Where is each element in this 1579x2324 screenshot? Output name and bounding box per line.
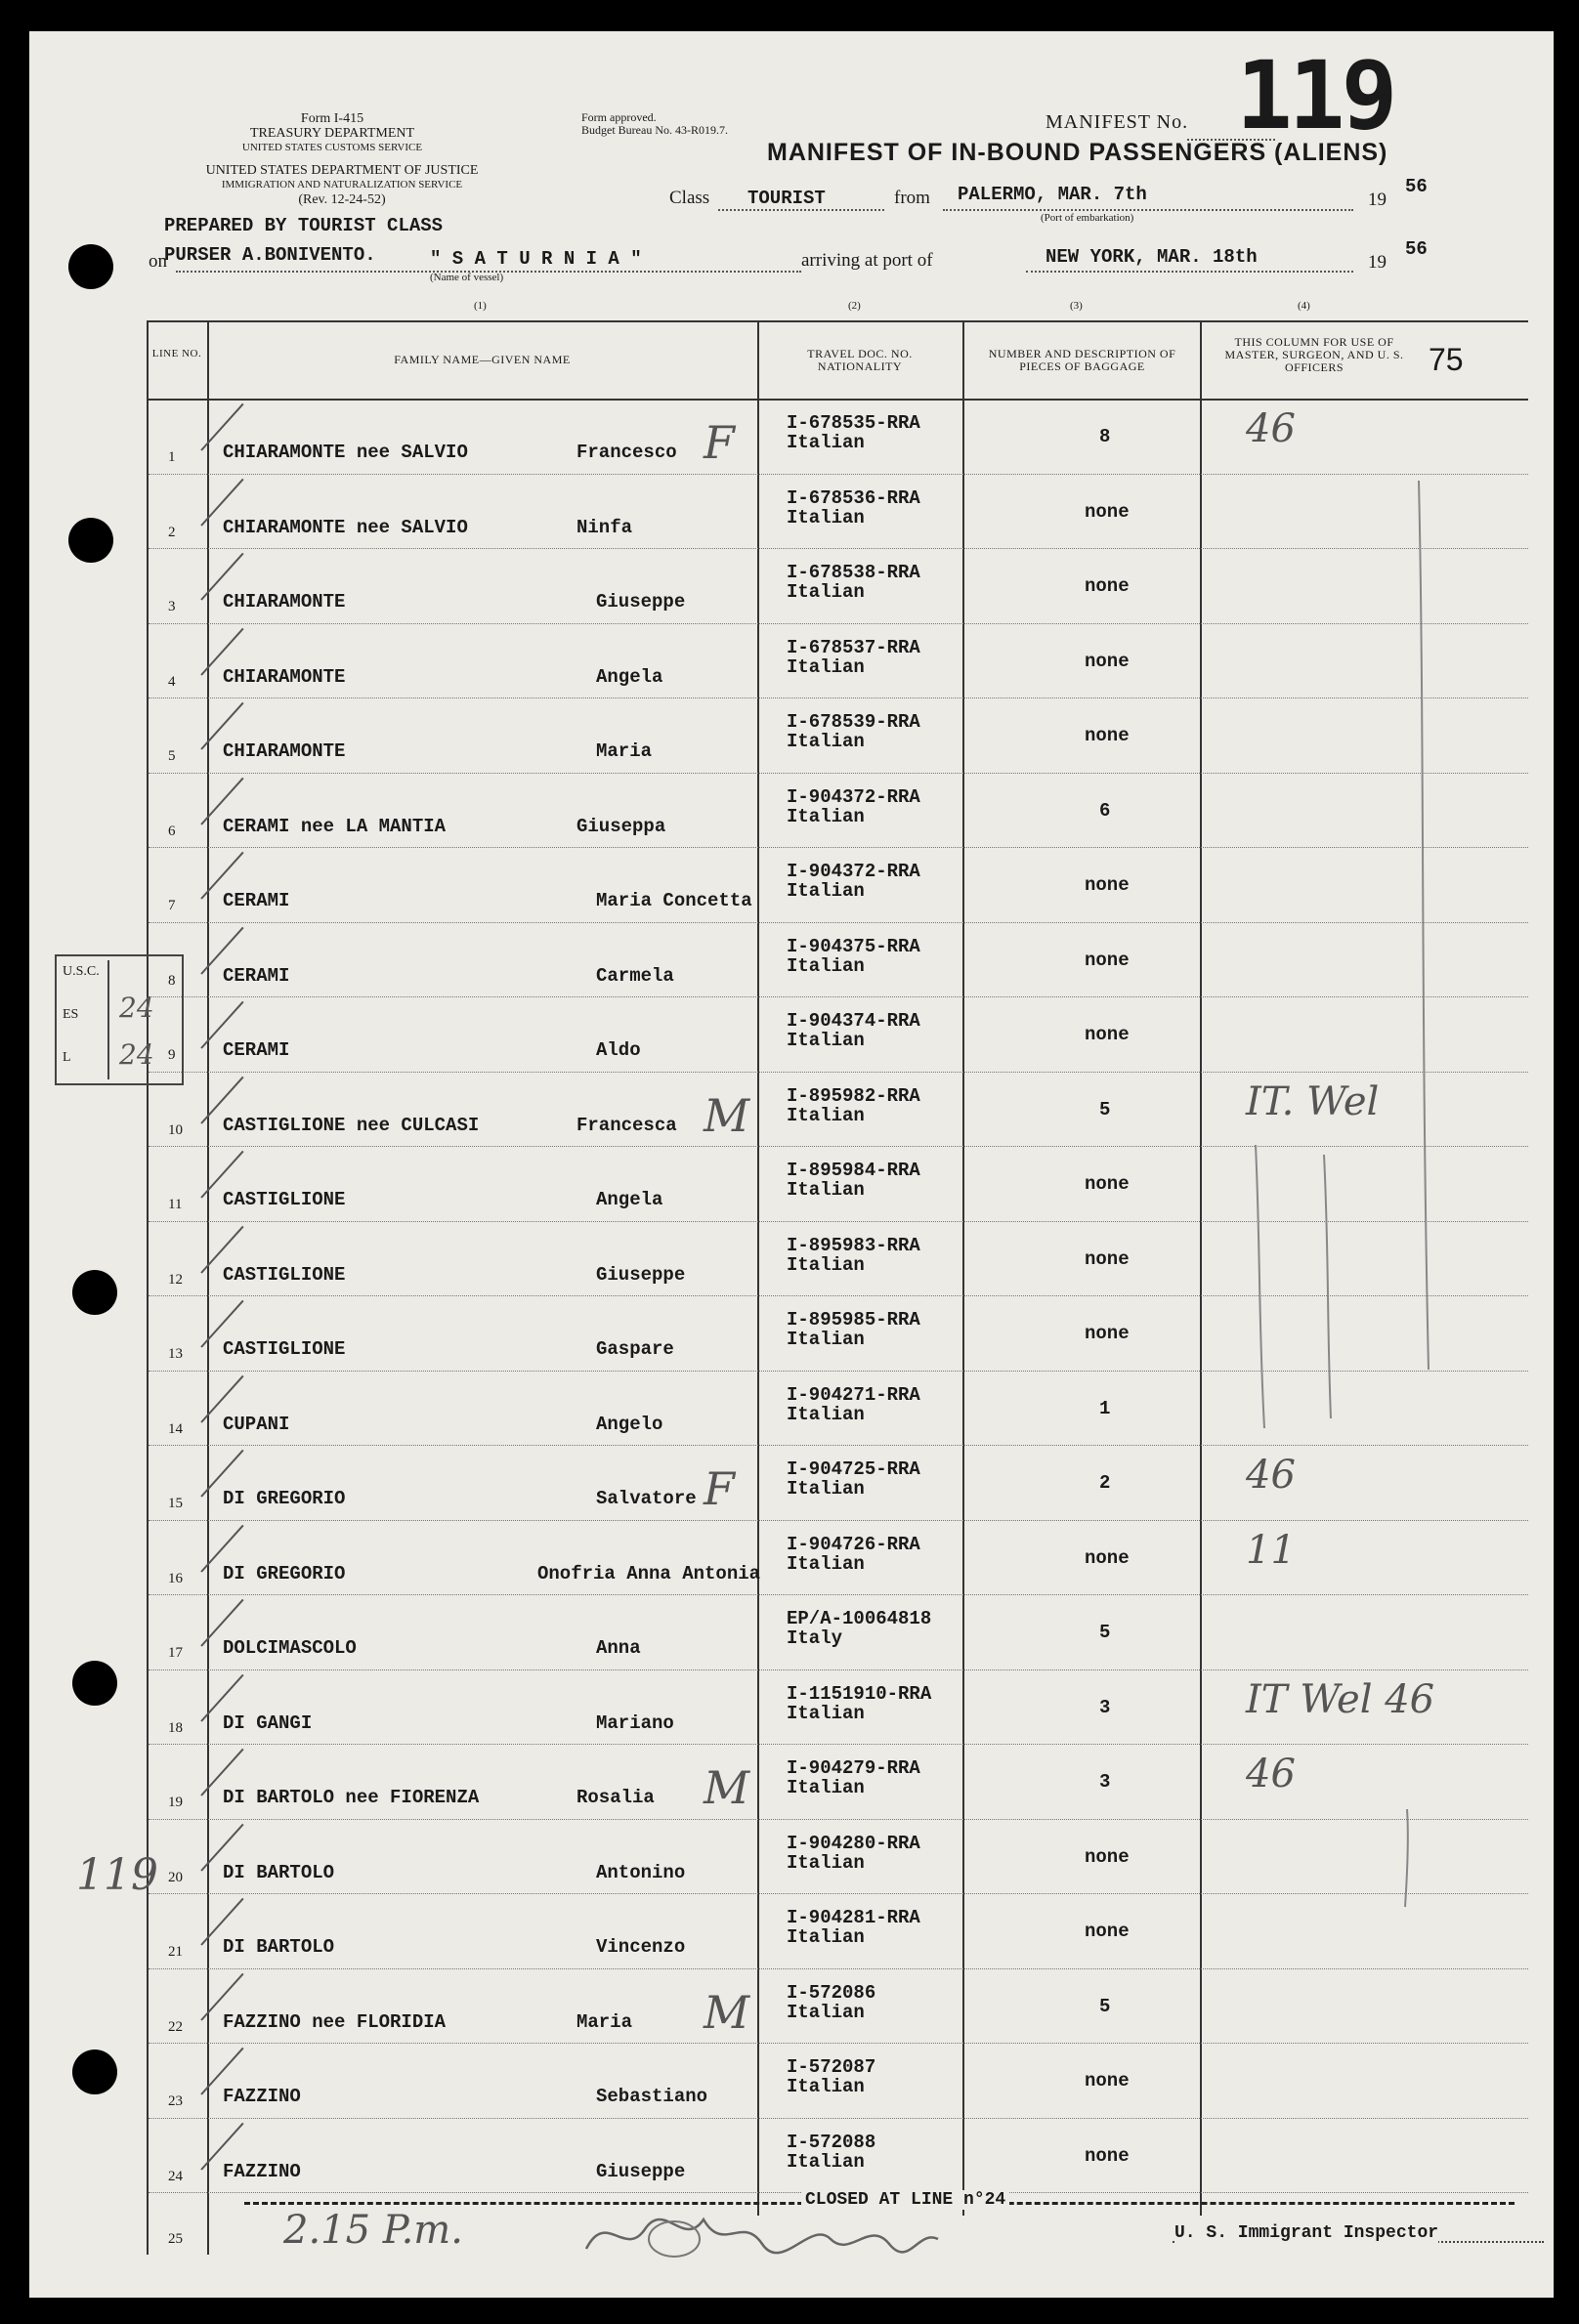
given-name: Gaspare — [596, 1338, 674, 1360]
baggage: none — [1085, 1247, 1130, 1270]
handwritten-sex-mark: F — [704, 416, 735, 469]
travel-doc-no: I-904281-RRA — [787, 1907, 920, 1928]
customs-service: UNITED STATES CUSTOMS SERVICE — [241, 142, 423, 153]
given-name: Carmela — [596, 964, 674, 987]
travel-doc-no: I-678538-RRA — [787, 562, 920, 583]
baggage: none — [1085, 1546, 1130, 1569]
nationality: Italian — [787, 1104, 865, 1126]
nationality: Italian — [787, 1702, 865, 1724]
line-number: 25 — [168, 2231, 183, 2247]
col-head-line-no: LINE NO. — [151, 348, 202, 359]
nationality: Italian — [787, 432, 865, 453]
line-number: 13 — [168, 1346, 183, 1362]
baggage: none — [1085, 725, 1130, 746]
margin-note: 119 — [76, 1850, 158, 1900]
form-number: Form I-415 — [300, 111, 364, 126]
travel-doc-no: I-895982-RRA — [787, 1084, 920, 1107]
travel-doc-no: I-904271-RRA — [787, 1383, 920, 1406]
treasury-dept: TREASURY DEPARTMENT — [249, 126, 415, 141]
officer-note: 11 — [1246, 1527, 1296, 1573]
baggage: 1 — [1099, 1397, 1111, 1419]
officer-note: 46 — [1246, 1752, 1296, 1796]
travel-doc-no: I-904372-RRA — [787, 861, 920, 882]
travel-doc-no: I-678539-RRA — [787, 711, 920, 733]
line-number: 4 — [168, 673, 176, 690]
given-name: Salvatore — [596, 1488, 697, 1509]
stamp-es: ES — [63, 1007, 79, 1022]
vessel-label: (Name of vessel) — [430, 272, 504, 283]
family-name: CASTIGLIONE — [223, 1189, 346, 1210]
col-num-4: (4) — [1298, 300, 1310, 312]
travel-doc-no: I-895983-RRA — [787, 1234, 920, 1256]
col-num-2: (2) — [848, 300, 861, 312]
family-name: CHIARAMONTE — [223, 740, 346, 762]
family-name: CHIARAMONTE nee SALVIO — [223, 442, 468, 463]
stamp-value-1: 24 — [119, 992, 154, 1024]
line-number: 16 — [168, 1570, 183, 1586]
line-number: 7 — [168, 898, 176, 913]
port-embark-label: (Port of embarkation) — [1041, 212, 1134, 224]
family-name: CHIARAMONTE — [223, 591, 346, 613]
budget-bureau: Budget Bureau No. 43-R019.7. — [581, 123, 728, 137]
baggage: none — [1085, 1173, 1130, 1195]
given-name: Maria — [596, 740, 653, 762]
line-number: 14 — [168, 1420, 183, 1437]
stamp-value-2: 24 — [119, 1038, 154, 1071]
given-name: Angelo — [596, 1413, 663, 1435]
line-number: 20 — [168, 1869, 183, 1885]
line-number: 9 — [168, 1047, 176, 1063]
line-number: 12 — [168, 1271, 183, 1288]
arrival-line — [1026, 271, 1353, 273]
nationality: Italian — [787, 655, 865, 678]
col-num-1: (1) — [474, 300, 487, 312]
line-number: 1 — [168, 449, 176, 465]
prepared-by-1: PREPARED BY TOURIST CLASS — [164, 215, 444, 236]
handwritten-sex-mark: M — [704, 1088, 750, 1142]
baggage: 5 — [1099, 1622, 1111, 1643]
baggage: 8 — [1099, 426, 1111, 447]
baggage: 5 — [1099, 1098, 1111, 1120]
family-name: FAZZINO — [223, 2086, 301, 2107]
given-name: Francesco — [576, 442, 677, 463]
baggage: 3 — [1099, 1771, 1111, 1793]
officer-pen-strokes — [1202, 442, 1524, 1926]
given-name: Sebastiano — [596, 2086, 708, 2107]
family-name: CERAMI — [223, 964, 290, 987]
inspector-label: U. S. Immigrant Inspector — [1174, 2223, 1439, 2243]
family-name: CHIARAMONTE nee SALVIO — [223, 516, 468, 538]
nationality: Italian — [787, 2150, 865, 2173]
line-number: 2 — [168, 524, 176, 540]
revision-date: (Rev. 12-24-52) — [298, 192, 386, 207]
family-name: CASTIGLIONE nee CULCASI — [223, 1114, 480, 1136]
nationality: Italian — [787, 1777, 865, 1798]
given-name: Francesca — [576, 1114, 677, 1136]
given-name: Anna — [596, 1637, 641, 1659]
stamp-divider — [107, 960, 109, 1079]
travel-doc-no: I-904725-RRA — [787, 1458, 920, 1480]
travel-doc-no: I-572087 — [787, 2056, 876, 2078]
travel-doc-no: I-1151910-RRA — [787, 1682, 932, 1705]
given-name: Mariano — [596, 1711, 674, 1734]
given-name: Ninfa — [576, 516, 633, 538]
travel-doc-no: I-895984-RRA — [787, 1160, 920, 1181]
family-name: DI BARTOLO — [223, 1861, 335, 1883]
justice-block — [147, 163, 537, 207]
table-top-border — [147, 320, 1528, 322]
nationality: Italian — [787, 731, 865, 752]
travel-doc-no: I-904726-RRA — [787, 1533, 920, 1555]
handwritten-time: 2.15 P.m. — [283, 2208, 463, 2253]
family-name: DI BARTOLO nee FIORENZA — [223, 1787, 480, 1808]
line-number: 8 — [168, 972, 176, 989]
given-name: Aldo — [596, 1039, 641, 1061]
stamp-l: L — [63, 1050, 71, 1065]
line-number: 24 — [168, 2168, 183, 2184]
given-name: Onofria Anna Antonia — [537, 1562, 761, 1585]
line-number: 11 — [168, 1197, 183, 1212]
line-number: 3 — [168, 599, 176, 614]
baggage: none — [1085, 874, 1130, 896]
baggage: none — [1085, 2070, 1130, 2092]
table-row — [29, 2118, 1554, 2193]
given-name: Giuseppe — [596, 1263, 686, 1286]
arriving-label: arriving at port of — [801, 250, 933, 271]
baggage: 6 — [1099, 799, 1111, 822]
family-name: DI GREGORIO — [223, 1488, 346, 1509]
punch-hole — [68, 244, 113, 289]
baggage: none — [1085, 949, 1130, 971]
baggage: 3 — [1099, 1696, 1111, 1718]
travel-doc-no: I-895985-RRA — [787, 1309, 920, 1331]
officer-note: 46 — [1246, 406, 1296, 451]
justice-dept: UNITED STATES DEPARTMENT OF JUSTICE — [205, 163, 479, 178]
line-number: 17 — [168, 1645, 183, 1661]
family-name: DI BARTOLO — [223, 1936, 335, 1958]
line-number: 22 — [168, 2018, 183, 2035]
nationality: Italian — [787, 1851, 865, 1874]
family-name: CUPANI — [223, 1413, 290, 1435]
family-name: CHIARAMONTE — [223, 665, 346, 688]
nationality: Italian — [787, 2076, 865, 2097]
given-name: Rosalia — [576, 1787, 655, 1808]
class-line — [718, 209, 884, 211]
year-prefix-2: 19 — [1368, 252, 1387, 273]
from-line — [943, 209, 1353, 211]
given-name: Giuseppe — [596, 2160, 686, 2182]
handwritten-sex-mark: M — [704, 1985, 750, 2039]
col-head-officers: THIS COLUMN FOR USE OF MASTER, SURGEON, AND U. S. OFFICERS — [1224, 335, 1404, 374]
manifest-title: MANIFEST OF IN-BOUND PASSENGERS (ALIENS) — [767, 139, 1388, 166]
travel-doc-no: I-904374-RRA — [787, 1010, 920, 1032]
handwritten-sex-mark: F — [704, 1462, 735, 1515]
vessel-line — [176, 271, 801, 273]
line-number: 18 — [168, 1719, 183, 1736]
prepared-by-2: PURSER A.BONIVENTO. — [164, 244, 376, 266]
class-value: TOURIST — [747, 188, 826, 209]
inspector-signature — [576, 2200, 948, 2268]
nationality: Italian — [787, 1253, 865, 1276]
given-name: Antonino — [596, 1861, 686, 1883]
closed-at-line: CLOSED AT LINE n°24 — [801, 2190, 1009, 2210]
page-count: 75 — [1429, 342, 1464, 377]
nationality: Italian — [787, 1329, 865, 1350]
family-name: CASTIGLIONE — [223, 1338, 346, 1360]
vessel-name: " S A T U R N I A " — [430, 248, 642, 270]
family-name: DI GREGORIO — [223, 1562, 346, 1585]
handwritten-sex-mark: M — [704, 1761, 750, 1814]
form-approved: Form approved. — [581, 110, 657, 124]
nationality: Italian — [787, 1030, 865, 1051]
travel-doc-no: I-904280-RRA — [787, 1832, 920, 1854]
ins-service: IMMIGRATION AND NATURALIZATION SERVICE — [221, 179, 463, 190]
year-prefix-1: 19 — [1368, 190, 1387, 210]
baggage: none — [1085, 575, 1130, 597]
table-row — [29, 2043, 1554, 2118]
baggage: none — [1085, 1323, 1130, 1344]
baggage: none — [1085, 1845, 1130, 1868]
family-name: DOLCIMASCOLO — [223, 1637, 357, 1659]
nationality: Italian — [787, 506, 865, 528]
line-number: 15 — [168, 1496, 183, 1511]
family-name: CASTIGLIONE — [223, 1263, 346, 1286]
nationality: Italian — [787, 954, 865, 977]
col-head-baggage: NUMBER AND DESCRIPTION OF PIECES OF BAGGAGE — [988, 347, 1176, 373]
table-row — [29, 1968, 1554, 2044]
year-value-2: 56 — [1405, 238, 1428, 260]
nationality: Italian — [787, 880, 865, 902]
given-name: Vincenzo — [596, 1936, 686, 1958]
margin-stamp — [55, 954, 184, 1085]
given-name: Giuseppa — [576, 815, 666, 837]
nationality: Italian — [787, 2001, 865, 2023]
travel-doc-no: I-904375-RRA — [787, 935, 920, 957]
baggage: 5 — [1099, 1995, 1111, 2017]
travel-doc-no: I-572086 — [787, 1981, 876, 2004]
officer-note: 46 — [1246, 1453, 1296, 1498]
given-name: Maria — [576, 2010, 633, 2033]
given-name: Maria Concetta — [596, 890, 752, 911]
nationality: Italian — [787, 1478, 865, 1500]
form-agency-block — [215, 111, 449, 155]
nationality: Italian — [787, 1179, 865, 1201]
family-name: CERAMI — [223, 890, 290, 911]
travel-doc-no: I-678536-RRA — [787, 486, 920, 509]
nationality: Italian — [787, 1552, 865, 1575]
line-number: 6 — [168, 823, 176, 839]
line-number: 19 — [168, 1795, 183, 1810]
approval-block — [581, 111, 728, 137]
travel-doc-no: I-678535-RRA — [787, 412, 920, 434]
from-value: PALERMO, MAR. 7th — [958, 184, 1147, 205]
travel-doc-no: EP/A-10064818 — [787, 1608, 932, 1629]
from-label: from — [894, 188, 930, 208]
manifest-number: 119 — [1236, 41, 1394, 150]
travel-doc-no: I-572088 — [787, 2131, 876, 2153]
family-name: CERAMI nee LA MANTIA — [223, 815, 447, 837]
col-head-name: FAMILY NAME—GIVEN NAME — [394, 353, 571, 366]
given-name: Angela — [596, 1189, 663, 1210]
baggage: none — [1085, 2144, 1130, 2167]
nationality: Italian — [787, 1403, 865, 1425]
baggage: none — [1085, 1921, 1130, 1942]
family-name: FAZZINO nee FLORIDIA — [223, 2010, 447, 2033]
arrival-value: NEW YORK, MAR. 18th — [1046, 246, 1258, 268]
line-number: 10 — [168, 1121, 183, 1138]
travel-doc-no: I-904372-RRA — [787, 785, 920, 808]
family-name: FAZZINO — [223, 2160, 301, 2182]
family-name: CERAMI — [223, 1039, 290, 1061]
officer-note: IT. Wel — [1246, 1078, 1380, 1124]
year-value-1: 56 — [1405, 176, 1428, 197]
given-name: Angela — [596, 665, 663, 688]
travel-doc-no: I-678537-RRA — [787, 636, 920, 658]
class-label: Class — [669, 188, 710, 208]
baggage: none — [1085, 650, 1130, 672]
baggage: none — [1085, 500, 1130, 523]
manifest-no-label: MANIFEST No. — [1046, 111, 1189, 133]
line-number: 21 — [168, 1944, 183, 1960]
nationality: Italian — [787, 581, 865, 603]
col-head-doc: TRAVEL DOC. NO. NATIONALITY — [807, 347, 913, 373]
nationality: Italian — [787, 805, 865, 827]
stamp-usc: U.S.C. — [63, 964, 100, 979]
baggage: none — [1085, 1024, 1130, 1045]
travel-doc-no: I-904279-RRA — [787, 1757, 920, 1779]
nationality: Italy — [787, 1627, 843, 1649]
col-num-3: (3) — [1070, 300, 1083, 312]
on-label: on — [149, 251, 167, 272]
nationality: Italian — [787, 1926, 865, 1948]
line-number: 23 — [168, 2093, 183, 2109]
baggage: 2 — [1099, 1472, 1111, 1494]
family-name: DI GANGI — [223, 1711, 313, 1734]
given-name: Giuseppe — [596, 591, 686, 613]
officer-note: IT Wel 46 — [1246, 1676, 1435, 1722]
line-number: 5 — [168, 748, 176, 764]
manifest-sheet — [29, 31, 1554, 2298]
